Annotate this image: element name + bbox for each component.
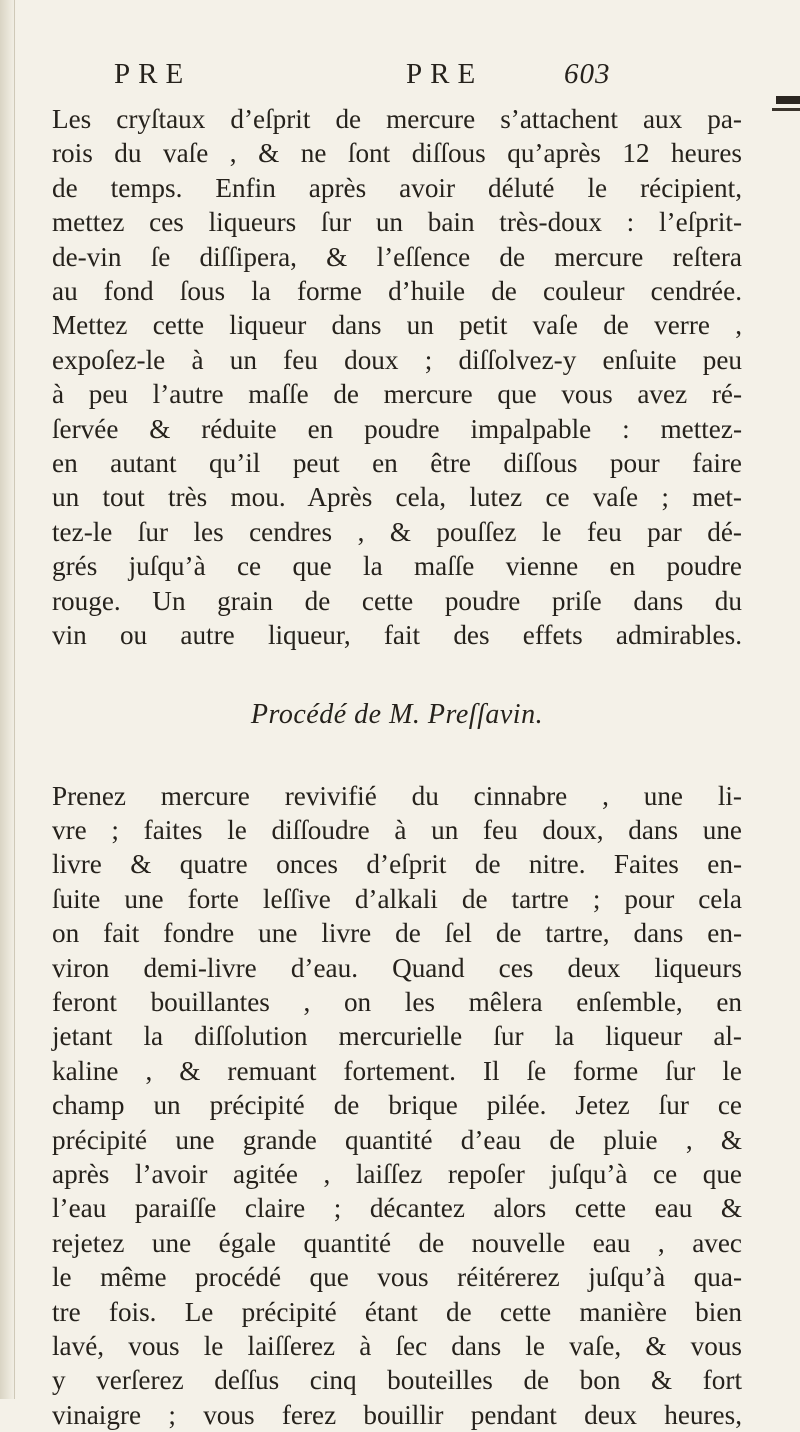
running-head-right: PRE [406, 58, 483, 91]
text-line: tez-le ſur les cendres , & pouſſez le feu par dé- [52, 515, 742, 549]
text-line: mettez ces liqueurs ſur un bain très-doux : l’eſprit- [52, 205, 742, 239]
binding-line [14, 0, 15, 1399]
text-line: l’eau paraiſſe claire ; décantez alors cette eau & [52, 1191, 742, 1225]
text-line: en autant qu’il peut en être diſſous pour faire [52, 446, 742, 480]
text-line: vinaigre ; vous ferez bouillir pendant deux heures, [52, 1398, 742, 1432]
text-line: vre ; faites le diſſoudre à un feu doux, dans une [52, 813, 742, 847]
text-line: de-vin ſe diſſipera, & l’eſſence de mercure reſtera [52, 240, 742, 274]
text-line: précipité une grande quantité d’eau de pluie , & [52, 1123, 742, 1157]
text-line: grés juſqu’à ce que la maſſe vienne en poudre [52, 549, 742, 583]
text-line: kaline , & remuant fortement. Il ſe forme ſur le [52, 1054, 742, 1088]
book-page [52, 58, 742, 1432]
text-line: lavé, vous le laiſſerez à ſec dans le vaſe, & vous [52, 1329, 742, 1363]
text-line: livre & quatre onces d’eſprit de nitre. Faites en- [52, 847, 742, 881]
text-line: viron demi-livre d’eau. Quand ces deux liqueurs [52, 951, 742, 985]
text-line: vin ou autre liqueur, fait des effets admirables. [52, 618, 742, 652]
text-line: on fait fondre une livre de ſel de tartre, dans en- [52, 916, 742, 950]
text-line: un tout très mou. Après cela, lutez ce vaſe ; met- [52, 480, 742, 514]
text-line: tre fois. Le précipité étant de cette manière bien [52, 1295, 742, 1329]
text-line: y verſerez deſſus cinq bouteilles de bon & fort [52, 1363, 742, 1397]
text-line: champ un précipité de brique pilée. Jetez ſur ce [52, 1088, 742, 1122]
text-line: de temps. Enfin après avoir déluté le récipient, [52, 171, 742, 205]
text-line: jetant la diſſolution mercurielle ſur la liqueur al- [52, 1019, 742, 1053]
page-number: 603 [564, 58, 611, 91]
paragraph-1 [52, 102, 742, 653]
edge-ink-mark-secondary [772, 108, 800, 111]
running-head [52, 58, 742, 102]
text-line: après l’avoir agitée , laiſſez repoſer juſqu’à ce que [52, 1157, 742, 1191]
text-line: Mettez cette liqueur dans un petit vaſe de verre , [52, 308, 742, 342]
text-line: rejetez une égale quantité de nouvelle eau , avec [52, 1226, 742, 1260]
text-line: rouge. Un grain de cette poudre priſe dans du [52, 584, 742, 618]
text-line: Les cryſtaux d’eſprit de mercure s’attachent aux pa- [52, 102, 742, 136]
text-line: feront bouillantes , on les mêlera enſemble, en [52, 985, 742, 1019]
text-line: à peu l’autre maſſe de mercure que vous avez ré- [52, 377, 742, 411]
paragraph-2 [52, 779, 742, 1432]
edge-ink-mark [776, 96, 800, 104]
text-line: au fond ſous la forme d’huile de couleur cendrée. [52, 274, 742, 308]
running-head-left: PRE [114, 58, 191, 91]
text-line: ſuite une forte leſſive d’alkali de tartre ; pour cela [52, 882, 742, 916]
text-line: Prenez mercure revivifié du cinnabre , une li- [52, 779, 742, 813]
text-line: rois du vaſe , & ne ſont diſſous qu’après 12 heures [52, 136, 742, 170]
text-line: ſervée & réduite en poudre impalpable : mettez- [52, 412, 742, 446]
text-line: le même procédé que vous réitérerez juſqu’à qua- [52, 1260, 742, 1294]
section-heading: Procédé de M. Preſſavin. [52, 699, 742, 731]
text-line: expoſez-le à un feu doux ; diſſolvez-y enſuite peu [52, 343, 742, 377]
